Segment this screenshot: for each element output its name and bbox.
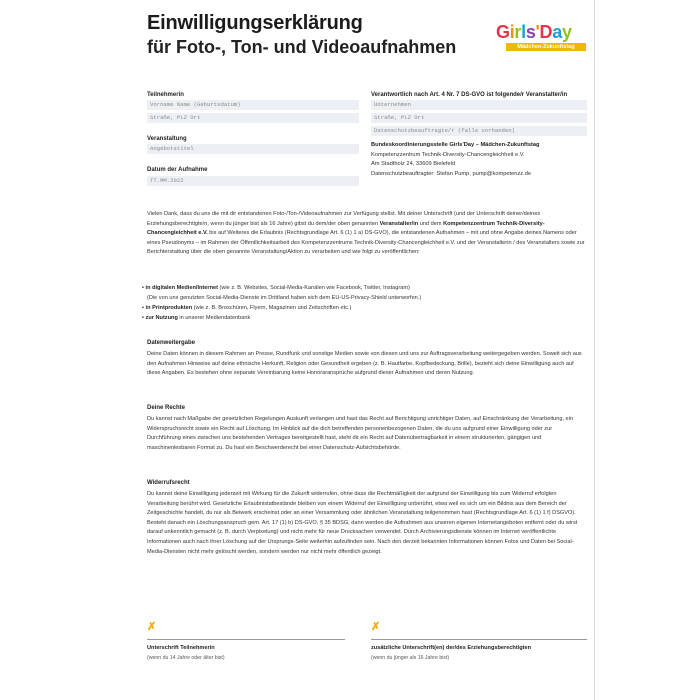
girls-day-logo bbox=[496, 22, 588, 52]
bullet-text: (Die von uns genutzten Social-Media-Dienste im Drittland haben sich dem EU-US-Privacy-Shield unterworfen.) bbox=[147, 295, 422, 301]
participant-signature-label: Unterschrift Teilnehmerin bbox=[147, 645, 215, 651]
office-title: Bundeskoordinierungsstelle Girls'Day – Mädchen-Zukunftstag bbox=[371, 142, 540, 148]
form-subtitle: für Foto-, Ton- und Videoaufnahmen bbox=[147, 37, 457, 57]
guardian-signature-label: zusätzliche Unterschrift(en) der/des Erziehungsberechtigten bbox=[371, 645, 532, 651]
event-label: Veranstaltung bbox=[147, 136, 187, 142]
section-text: Du kannst nach Maßgabe der gesetzlichen Regelungen Auskunft verlangen und hast das Recht auf Berichtigung unrichtiger Daten, auf Einschränkung der Verarbeitung, ein Widerspruchsrecht sowie ein Recht auf Löschung. Im Hinblick auf die dich betreffenden personenbezogenen Daten, die du uns aufgrund einer Einwilligung oder zur Durchführung eines zwischen uns bestehenden Vertrages bereitgestellt hast, steht dir ein Recht auf Datenübertragbarkeit in einem strukturierten, gängigen und maschinenlesbaren Format zu. Du hast ein Beschwerderecht bei einer Datenschutz-Aufsichtsbehörde. bbox=[147, 416, 574, 451]
section-text: Du kannst deine Einwilligung jederzeit mit Wirkung für die Zukunft widerrufen, ohne dass die Rechtmäßigkeit der aufgrund der Einwilligung bis zum Widerruf erfolgten Verarbeitung berührt wird. Gesetzliche Erlaubnistatbestände bleiben von einem Widerruf der Einwilligung unberührt, etwa weil es sich um ein Bildnis aus dem Bereich der Zeitgeschichte handelt, du nur als Beiwerk erscheinst oder an einer Versammlung oder ähnlichen Veranstaltung teilgenommen hast (Rechtsgrundlage Art. 6 (1) 1 f) DSGVO). Besteht danach ein Löschungsanspruch gem. Art. 17 (1) b) DS-GVO, § 35 BDSG, dann werden die Aufnahmen aus unseren eigenen Internetangeboten entfernt oder du wirst darauf unkenntlich gemacht (z. B. durch Verpixelung) und nicht mehr für neue Drucksachen verwendet. Durch Archivierungsdienste können im Internet veröffentlichte Informationen auch nach ihrer Löschung auf der Ursprungs-Seite weiterhin aufzufinden sein. Nach den derzeit bekannten Informationen können Fotos und Daten bei Social-Media-Diensten nicht mehr gelöscht werden, sondern werden nur nicht mehr öffentlich gezeigt. bbox=[147, 491, 578, 555]
signature-mark-icon: ✗ bbox=[371, 621, 381, 633]
page-edge-divider bbox=[594, 0, 595, 700]
bullet-bold: in digitalen Medien/Internet bbox=[145, 285, 218, 291]
participant-address-field[interactable]: Straße, PLZ Ort bbox=[147, 113, 359, 123]
bullet-text: (wie z. B. Broschüren, Flyern, Magazinen und Zeitschriften etc.) bbox=[192, 305, 352, 311]
guardian-signature-line[interactable] bbox=[371, 639, 587, 640]
list-item: ▪ zur Nutzung in unserer Mediendatenbank bbox=[142, 315, 251, 321]
form-title: Einwilligungserklärung bbox=[147, 12, 363, 34]
list-item: ▪ in Printprodukten (wie z. B. Broschüren, Flyern, Magazinen und Zeitschriften etc.) bbox=[142, 305, 352, 311]
logo-subtext: Mädchen-Zukunftstag bbox=[506, 43, 586, 51]
office-line: Datenschutzbeauftragter: Stefan Pump, pump@kompetenzz.de bbox=[371, 170, 532, 177]
coordination-office-block bbox=[371, 141, 591, 179]
event-title-field[interactable]: Angebotstitel bbox=[147, 144, 359, 154]
participant-signature-line[interactable] bbox=[147, 639, 345, 640]
participant-signature-note: (wenn du 14 Jahre oder älter bist) bbox=[147, 655, 225, 661]
recording-date-field[interactable]: TT.MM.2022 bbox=[147, 176, 359, 186]
guardian-signature-note: (wenn du jünger als 16 Jahre bist) bbox=[371, 655, 450, 661]
intro-text: und dem bbox=[418, 220, 444, 227]
list-item: ▪ in digitalen Medien/Internet (wie z. B. Websites, Social-Media-Kanälen wie Facebook, Twitter, Instagram) bbox=[142, 285, 410, 291]
date-label: Datum der Aufnahme bbox=[147, 167, 208, 173]
section-text: Deine Daten können in diesem Rahmen an Presse, Rundfunk und sonstige Medien sowie von diesen und uns zur Auftragsverarbeitung weitergegeben werden. Soweit sich aus den Aufnahmen Hinweise auf deine ethnische Herkunft, Religion oder Gesundheit ergeben (z. B. Hautfarbe, Kopfbedeckung, Brille), bezieht sich deine Einwilligung auch auf diese Angaben. Es bestehen ohne separate Vereinbarung keine Honoraransprüche aufgrund dieser Aufnahmen und deren Nutzung. bbox=[147, 351, 582, 377]
intro-bold: Kompetenzzentrum Technik-Diversity-Chancengleichheit e.V. bbox=[147, 220, 545, 237]
bullet-text: (wie z. B. Websites, Social-Media-Kanälen wie Facebook, Twitter, Instagram) bbox=[217, 285, 410, 291]
bullet-bold: zur Nutzung bbox=[145, 315, 178, 321]
dpo-field[interactable]: Datenschutzbeauftragte/r (falls vorhanden) bbox=[371, 126, 587, 136]
logo-wordmark: Girls'Day bbox=[496, 22, 572, 42]
office-line: Kompetenzzentrum Technik-Diversity-Chancengleichheit e.V. bbox=[371, 151, 525, 158]
intro-bold: Veranstalter/in bbox=[379, 220, 419, 227]
participant-label: Teilnehmerin bbox=[147, 92, 184, 98]
section-heading: Datenweitergabe bbox=[147, 340, 196, 346]
company-address-field[interactable]: Straße, PLZ Ort bbox=[371, 113, 587, 123]
intro-paragraph bbox=[147, 210, 587, 258]
intro-text: bis auf Weiteres die Erlaubnis (Rechtsgrundlage Art. 6 (1) 1 a) DS-GVO), die entstandenen Aufnahmen – mit und ohne Angabe deines Namens oder eines Pseudonyms – im Rahmen der Öffentlichkeitsarbeit des Kompetenzzentrums Technik-Diversity-Chancengleichheit e.V. und der Veranstalterin / des Veranstalters sowie zur Berichterstattung über die oben genannte Veranstaltung/Aktion zu verarbeiten und wie folgt zu veröffentlichen: bbox=[147, 230, 585, 256]
intro-text: Vielen Dank, dass du uns die mit dir entstandenen Foto-/Ton-/Videoaufnahmen zur Verfügung stellst. Mit deiner Unterschrift (und der Unterschrift deiner/deines Erziehungsberechtigte/n, wenn du jünger bist als 16 Jahre) gibst du dem/der oben genannten bbox=[147, 211, 541, 227]
office-line: Am Stadtholz 24, 33609 Bielefeld bbox=[371, 161, 456, 167]
bullet-bold: in Printprodukten bbox=[145, 305, 193, 311]
bullet-text: in unserer Mediendatenbank bbox=[177, 315, 251, 321]
company-field[interactable]: Unternehmen bbox=[371, 100, 587, 110]
signature-mark-icon: ✗ bbox=[147, 621, 157, 633]
section-heading: Deine Rechte bbox=[147, 405, 186, 411]
list-item bbox=[147, 294, 587, 304]
participant-name-field[interactable]: Vorname Name (Geburtsdatum) bbox=[147, 100, 359, 110]
responsible-label: Verantwortlich nach Art. 4 Nr. 7 DS-GVO ist folgende/r Veranstalter/in bbox=[371, 92, 568, 98]
section-heading: Widerrufsrecht bbox=[147, 480, 190, 486]
